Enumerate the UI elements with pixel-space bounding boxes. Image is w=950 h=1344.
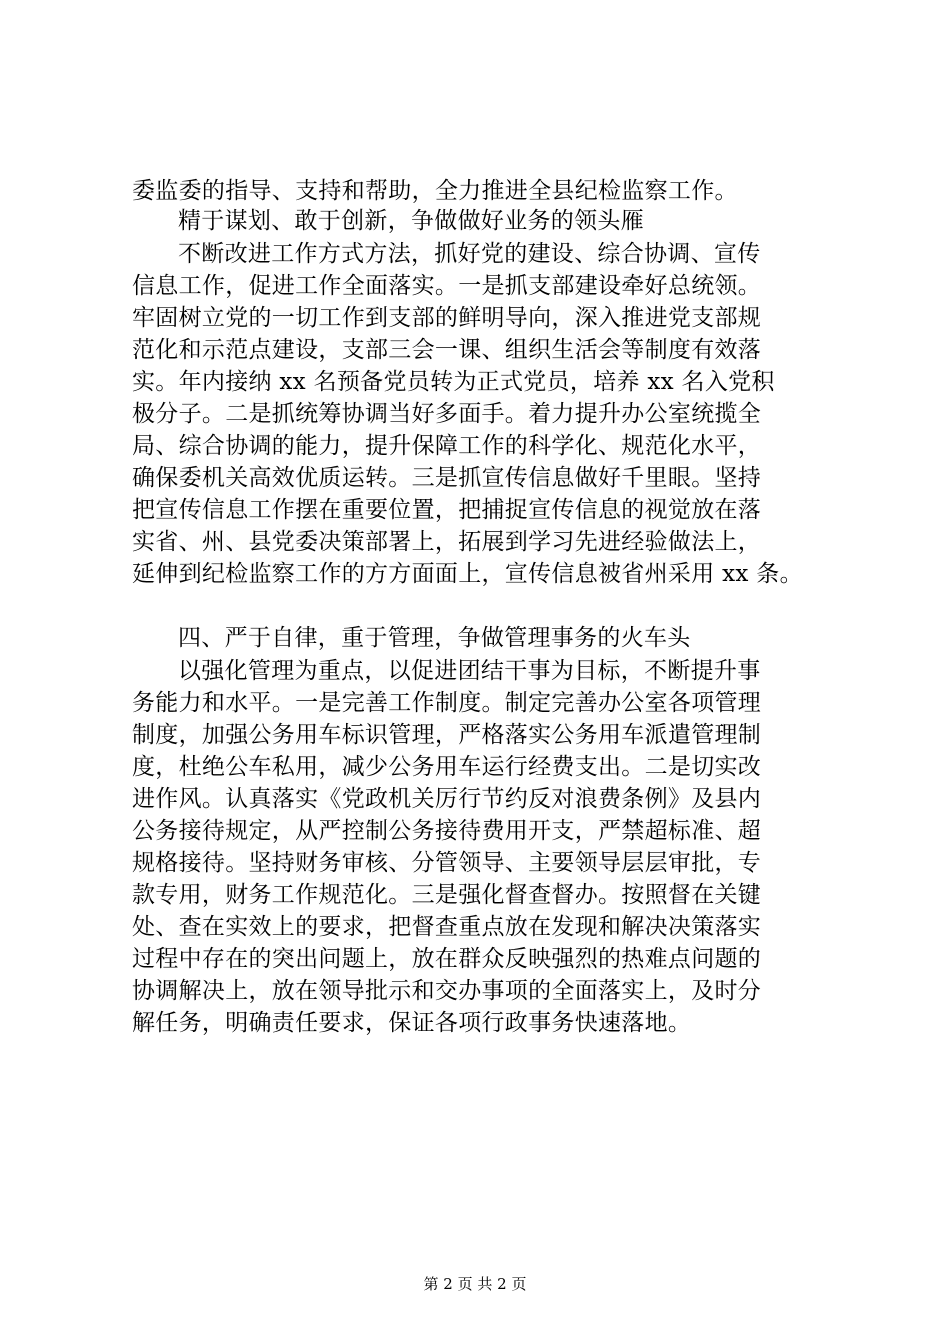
text-line-4: 信息工作，促进工作全面落实。一是抓支部建设牵好总统领。 (132, 273, 762, 299)
text-line-22: 款专用，财务工作规范化。三是强化督查督办。按照督在关键 (132, 882, 762, 908)
text-line-5: 牢固树立党的一切工作到支部的鲜明导向，深入推进党支部规 (132, 305, 762, 331)
page-number-footer: 第 2 页 共 2 页 (423, 1275, 527, 1293)
text-line-9: 局、综合协调的能力，提升保障工作的科学化、规范化水平， (132, 433, 762, 459)
text-line-16: 务能力和水平。一是完善工作制度。制定完善办公室各项管理 (132, 690, 762, 716)
text-line-8: 极分子。二是抓统筹协调当好多面手。着力提升办公室统揽全 (132, 401, 762, 427)
text-line-21: 规格接待。坚持财务审核、分管领导、主要领导层层审批，专 (132, 850, 762, 876)
text-line-12: 实省、州、县党委决策部署上，拓展到学习先进经验做法上， (132, 529, 762, 555)
text-line-10: 确保委机关高效优质运转。三是抓宣传信息做好千里眼。坚持 (132, 465, 762, 491)
subheading-line: 精于谋划、敢于创新，争做做好业务的领头雁 (178, 208, 644, 234)
text-line-18: 度，杜绝公车私用，减少公务用车运行经费支出。二是切实改 (132, 754, 762, 780)
section-heading: 四、严于自律，重于管理，争做管理事务的火车头 (178, 625, 691, 651)
text-line-13: 延伸到纪检监察工作的方方面面上，宣传信息被省州采用 xx 条。 (132, 561, 803, 587)
text-line-6: 范化和示范点建设，支部三会一课、组织生活会等制度有效落 (132, 337, 762, 363)
text-line-25: 协调解决上，放在领导批示和交办事项的全面落实上，及时分 (132, 978, 762, 1004)
text-line-23: 处、查在实效上的要求，把督查重点放在发现和解决决策落实 (132, 914, 762, 940)
text-line-20: 公务接待规定，从严控制公务接待费用开支，严禁超标准、超 (132, 818, 762, 844)
text-line-26: 解任务，明确责任要求，保证各项行政事务快速落地。 (132, 1010, 692, 1036)
text-line-19: 进作风。认真落实《党政机关厉行节约反对浪费条例》及县内 (132, 786, 762, 812)
text-line-17: 制度，加强公务用车标识管理，严格落实公务用车派遣管理制 (132, 722, 762, 748)
text-line-3: 不断改进工作方式方法，抓好党的建设、综合协调、宣传 (178, 241, 761, 267)
text-line-15: 以强化管理为重点，以促进团结干事为目标，不断提升事 (178, 658, 761, 684)
text-line-1: 委监委的指导、支持和帮助，全力推进全县纪检监察工作。 (132, 178, 738, 204)
text-line-7: 实。年内接纳 xx 名预备党员转为正式党员，培养 xx 名入党积 (132, 369, 775, 395)
text-line-24: 过程中存在的突出问题上，放在群众反映强烈的热难点问题的 (132, 946, 762, 972)
text-line-11: 把宣传信息工作摆在重要位置，把捕捉宣传信息的视觉放在落 (132, 497, 762, 523)
